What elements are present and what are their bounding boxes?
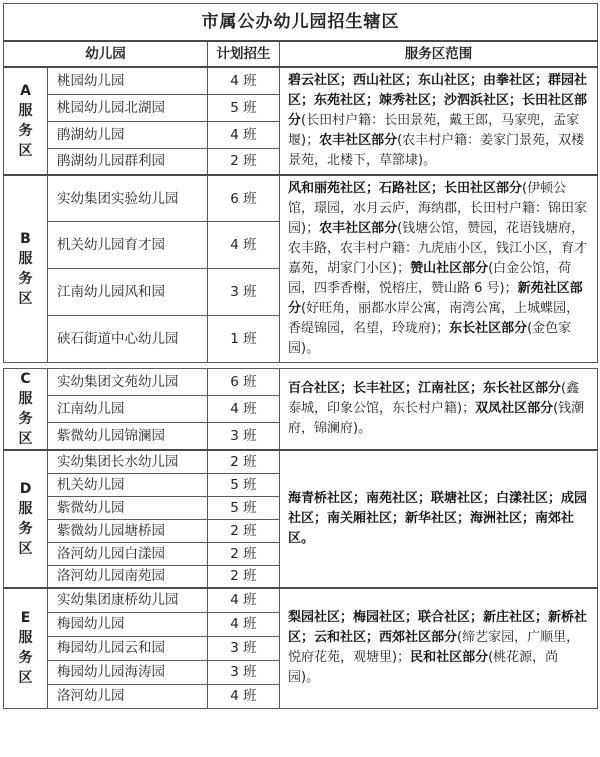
plan-classes: 6 班 — [208, 175, 280, 222]
zone-label-char: 区 — [18, 431, 33, 447]
zone-label-char: C — [20, 371, 31, 387]
zone-label — [4, 175, 48, 363]
zone-label-char: 区 — [18, 291, 33, 307]
service-area — [280, 175, 598, 363]
zone-label-char: 区 — [18, 143, 33, 159]
community-detail: (金色家园)。 — [288, 321, 572, 356]
kindergarten-name: 实幼集团实验幼儿园 — [48, 175, 208, 222]
plan-classes: 2 班 — [208, 519, 280, 542]
community-name: 新苑社区部分 — [288, 281, 583, 316]
table-row — [4, 175, 598, 222]
enrollment-table — [3, 3, 598, 709]
page-title: 市属公办幼儿园招生辖区 — [4, 4, 598, 42]
kindergarten-name: 实幼集团文苑幼儿园 — [48, 369, 208, 396]
service-area — [280, 67, 598, 175]
plan-classes: 4 班 — [208, 588, 280, 612]
community-name: 由拳社区；群园社区；东苑社区； — [288, 73, 588, 108]
community-detail: (伊顿公馆，璟园，水月云庐，海纳郡，长田村户籍：锦田家园)； — [288, 181, 588, 236]
kindergarten-name: 鹃湖幼儿园 — [48, 121, 208, 148]
header-plan: 计划招生 — [208, 41, 280, 67]
table-row — [4, 588, 598, 612]
community-name: 东长社区部分 — [449, 321, 528, 336]
community-detail: (钱潮府，锦澜府)。 — [288, 401, 585, 436]
plan-classes: 5 班 — [208, 94, 280, 121]
kindergarten-name: 江南幼儿园风和园 — [48, 269, 208, 316]
zone-label-char: 务 — [18, 123, 33, 139]
community-name: 民和社区部分 — [410, 650, 489, 666]
kindergarten-name: 鹃湖幼儿园群利园 — [48, 148, 208, 175]
plan-classes: 2 班 — [208, 565, 280, 588]
header-kindergarten: 幼儿园 — [4, 41, 208, 67]
community-detail: (农丰村户籍：姜家门景苑，双楼景苑，北楼下，草篰埭)。 — [288, 133, 585, 168]
community-detail: (缔艺家园，广顺里，悦府花苑，观塘里)； — [288, 630, 580, 666]
kindergarten-name: 紫微幼儿园塘桥园 — [48, 519, 208, 542]
table-row — [4, 450, 598, 473]
zone-label-char: 务 — [18, 650, 33, 667]
kindergarten-name: 梅园幼儿园海涛园 — [48, 660, 208, 684]
community-detail: (白金公馆，荷园，四季香榭，悦榕庄，赞山路 6 号)； — [288, 261, 572, 296]
table-row — [4, 67, 598, 94]
kindergarten-name: 紫微幼儿园 — [48, 496, 208, 519]
zone-label-char: 区 — [18, 541, 33, 557]
plan-classes: 3 班 — [208, 636, 280, 660]
plan-classes: 4 班 — [208, 396, 280, 423]
kindergarten-name: 洛河幼儿园 — [48, 684, 208, 708]
plan-classes: 6 班 — [208, 369, 280, 396]
zone-label-char: 服 — [18, 391, 33, 407]
community-name: 碧云社区；西山社区；东山社区； — [288, 73, 484, 88]
plan-classes: 1 班 — [208, 316, 280, 363]
zone-label-char: E — [20, 610, 31, 627]
community-name: 农丰社区部分 — [319, 133, 398, 148]
zone-label-char: 务 — [18, 411, 33, 427]
plan-classes: 3 班 — [208, 423, 280, 450]
community-name: 新华社区；海洲社区；南郊社区。 — [288, 511, 575, 546]
community-name: 百合社区；长丰社区；江南社区；东长社区部分 — [288, 381, 562, 396]
plan-classes: 4 班 — [208, 222, 280, 269]
community-name: 竦秀社区；沙泗浜社区；长田社区部分 — [288, 93, 588, 128]
table-row — [4, 369, 598, 396]
kindergarten-name: 洛河幼儿园白漾园 — [48, 542, 208, 565]
kindergarten-name: 桃园幼儿园北湖园 — [48, 94, 208, 121]
zone-label — [4, 67, 48, 175]
zone-label-char: 务 — [18, 271, 33, 287]
plan-classes: 5 班 — [208, 473, 280, 496]
community-name: 双凤社区部分 — [475, 401, 554, 416]
plan-classes: 3 班 — [208, 269, 280, 316]
community-name: 海青桥社区；南苑社区；联塘社区； — [288, 491, 497, 506]
plan-classes: 5 班 — [208, 496, 280, 519]
header-area: 服务区范围 — [280, 41, 598, 67]
community-detail: (长田村户籍：长田景苑，戴王郎，马家兜，孟家堰)； — [288, 113, 580, 148]
plan-classes: 2 班 — [208, 450, 280, 473]
community-name: 西郊社区部分 — [379, 630, 458, 646]
plan-classes: 2 班 — [208, 148, 280, 175]
community-detail: (鑫泰城，印象公馆，东长村户籍)； — [288, 381, 580, 416]
table-body — [4, 67, 598, 708]
service-area — [280, 369, 598, 451]
zone-label-char: 区 — [18, 670, 33, 687]
community-detail: (好旺角，丽都水岸公寓，南湾公寓，上城蝶园，香缇锦园，名望，玲珑府)； — [288, 301, 580, 336]
plan-classes: 4 班 — [208, 121, 280, 148]
community-detail: (钱塘公馆，赞园，花语钱塘府，农丰路，农丰村户籍：九虎庙小区，钱江小区，育才嘉苑，胡家门小区)； — [288, 221, 588, 276]
kindergarten-name: 紫微幼儿园锦澜园 — [48, 423, 208, 450]
kindergarten-name: 实幼集团长水幼儿园 — [48, 450, 208, 473]
plan-classes: 4 班 — [208, 67, 280, 94]
zone-label-char: 服 — [18, 251, 33, 267]
kindergarten-name: 实幼集团康桥幼儿园 — [48, 588, 208, 612]
zone-label-char: B — [20, 231, 31, 247]
service-area — [280, 450, 598, 588]
zone-label — [4, 450, 48, 588]
zone-label-char: 服 — [18, 630, 33, 647]
zone-label — [4, 369, 48, 451]
kindergarten-name: 梅园幼儿园云和园 — [48, 636, 208, 660]
community-name: 梨园社区；梅园社区；联合社区； — [288, 610, 484, 626]
kindergarten-name: 机关幼儿园育才园 — [48, 222, 208, 269]
zone-label-char: A — [20, 83, 31, 99]
plan-classes: 3 班 — [208, 660, 280, 684]
zone-label — [4, 588, 48, 708]
zone-label-char: 务 — [18, 521, 33, 537]
kindergarten-name: 洛河幼儿园南苑园 — [48, 565, 208, 588]
service-area — [280, 588, 598, 708]
community-name: 农丰社区部分 — [319, 221, 398, 236]
kindergarten-name: 梅园幼儿园 — [48, 612, 208, 636]
kindergarten-name: 机关幼儿园 — [48, 473, 208, 496]
plan-classes: 4 班 — [208, 684, 280, 708]
plan-classes: 2 班 — [208, 542, 280, 565]
kindergarten-name: 硖石街道中心幼儿园 — [48, 316, 208, 363]
community-name: 新庄社区；新桥社区；云和社区； — [288, 610, 588, 646]
zone-label-char: 服 — [18, 501, 33, 517]
plan-classes: 4 班 — [208, 612, 280, 636]
community-name: 白漾社区；成园社区；南关厢社区； — [288, 491, 588, 526]
kindergarten-name: 桃园幼儿园 — [48, 67, 208, 94]
community-detail: (桃花源，尚园)。 — [288, 650, 559, 686]
community-name: 风和丽苑社区；石路社区；长田社区部分 — [288, 181, 523, 196]
community-name: 赞山社区部分 — [410, 261, 489, 276]
kindergarten-name: 江南幼儿园 — [48, 396, 208, 423]
zone-label-char: D — [19, 481, 32, 497]
zone-label-char: 服 — [18, 103, 33, 119]
